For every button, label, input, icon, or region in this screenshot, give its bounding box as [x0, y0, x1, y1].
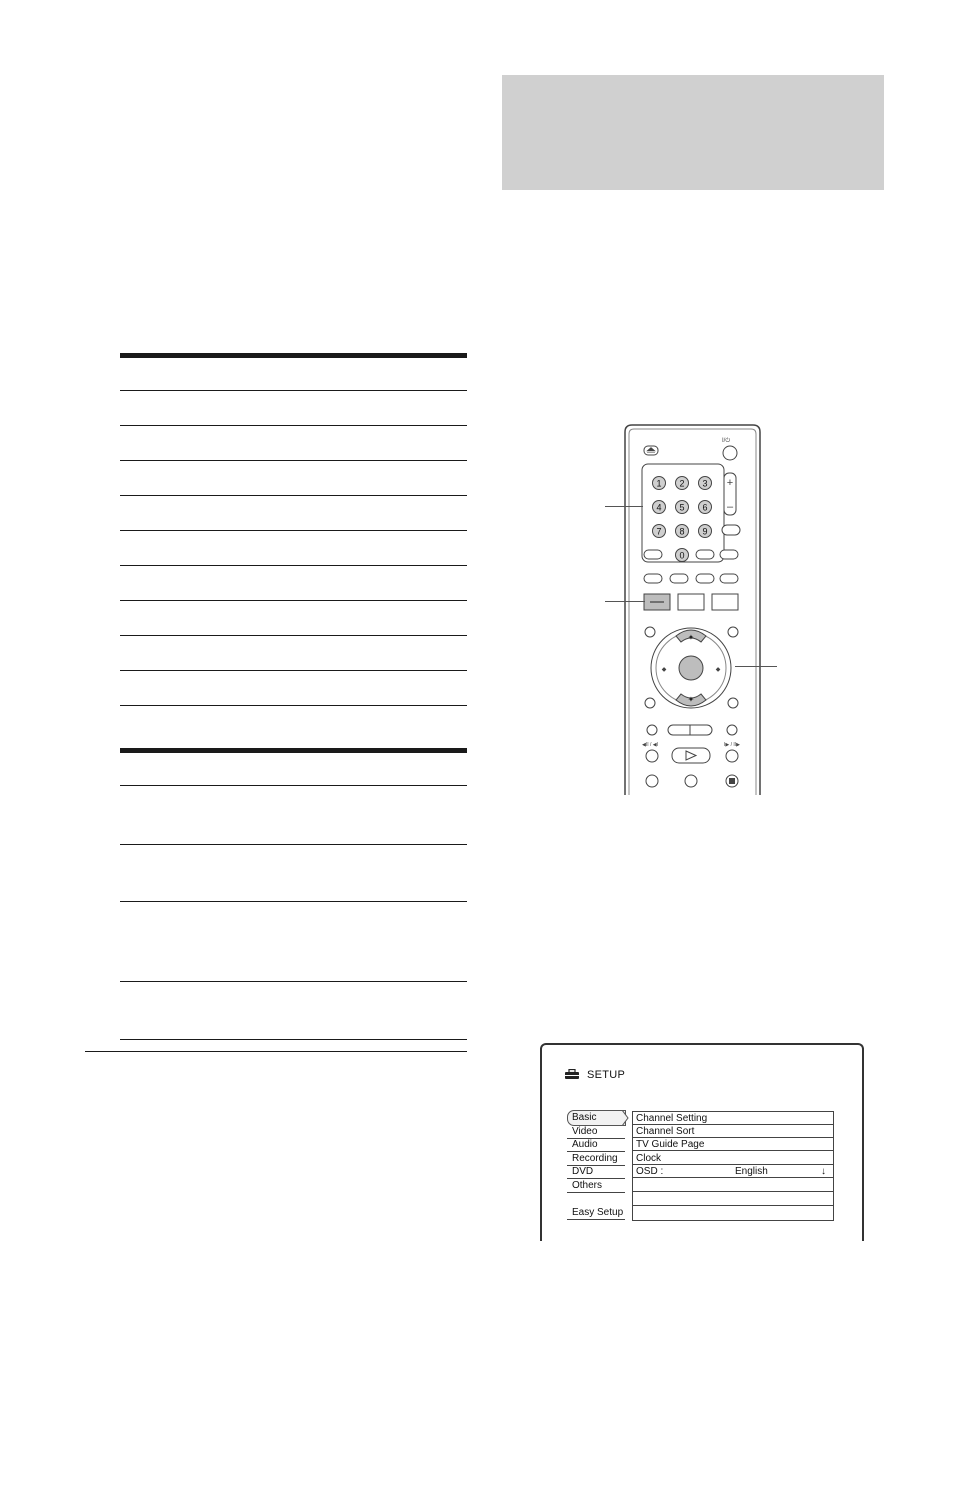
table-rule	[120, 635, 467, 636]
table-top-rule	[120, 748, 467, 753]
table-rule	[120, 600, 467, 601]
svg-text:✦: ✦	[687, 633, 695, 642]
option-label: OSD :	[636, 1166, 664, 1177]
table-rule	[120, 901, 467, 902]
menu-separator	[567, 1151, 625, 1152]
option-row-tv-guide-page[interactable]	[633, 1138, 833, 1151]
option-row-clock[interactable]	[633, 1152, 833, 1165]
option-row-osd[interactable]	[633, 1165, 833, 1178]
option-row-empty	[633, 1193, 833, 1206]
table-top-rule	[120, 353, 467, 358]
table-rule	[120, 705, 467, 706]
menu-item-dvd[interactable]: DVD	[572, 1166, 594, 1177]
option-label: Clock	[636, 1153, 662, 1164]
option-row-empty	[633, 1179, 833, 1192]
table-rule	[120, 670, 467, 671]
key-1: 1	[656, 478, 662, 489]
menu-pointer-icon	[622, 1110, 630, 1126]
option-label: TV Guide Page	[636, 1139, 705, 1150]
menu-separator	[567, 1165, 625, 1166]
key-0: 0	[679, 550, 685, 561]
leader-line	[735, 666, 777, 667]
svg-text:I/⏻: I/⏻	[722, 438, 731, 444]
setup-toolbox-icon	[564, 1069, 580, 1080]
svg-text:I▶ / II▶: I▶ / II▶	[724, 742, 741, 748]
down-arrow-icon: ↓	[821, 1166, 826, 1177]
menu-item-basic[interactable]: Basic	[572, 1112, 597, 1123]
key-6: 6	[702, 502, 708, 513]
options-panel	[632, 1111, 834, 1221]
section-header-band	[502, 75, 884, 190]
key-7: 7	[656, 526, 662, 537]
table-rule	[120, 785, 467, 786]
svg-text:–: –	[726, 501, 734, 513]
table-rule	[120, 495, 467, 496]
menu-item-others[interactable]: Others	[572, 1180, 603, 1191]
key-9: 9	[702, 526, 708, 537]
remote-control-illustration	[620, 420, 765, 795]
menu-separator	[567, 1138, 625, 1139]
key-8: 8	[679, 526, 685, 537]
svg-text:+: +	[726, 477, 734, 489]
svg-text:◆: ◆	[715, 667, 721, 673]
option-label: Channel Sort	[636, 1126, 695, 1137]
key-5: 5	[679, 502, 685, 513]
menu-separator	[567, 1219, 625, 1220]
footnote-rule	[85, 1051, 467, 1052]
menu-separator	[567, 1192, 625, 1193]
eject-icon	[644, 446, 658, 455]
leader-line	[605, 601, 645, 602]
table-rule	[120, 390, 467, 391]
table-rule	[120, 1039, 467, 1040]
key-2: 2	[679, 478, 685, 489]
menu-item-recording[interactable]: Recording	[572, 1153, 618, 1164]
menu-separator	[567, 1178, 625, 1179]
option-row-channel-setting[interactable]	[633, 1112, 833, 1125]
setup-title: SETUP	[587, 1069, 626, 1081]
table-rule	[120, 981, 467, 982]
svg-text:◀II / ◀I: ◀II / ◀I	[642, 742, 659, 748]
table-rule	[120, 460, 467, 461]
table-rule	[120, 565, 467, 566]
osd-value: English	[735, 1166, 768, 1177]
enter-button	[679, 656, 703, 680]
svg-text:◆: ◆	[661, 667, 667, 673]
key-4: 4	[656, 502, 662, 513]
menu-item-easy-setup[interactable]: Easy Setup	[572, 1207, 624, 1218]
option-row-channel-sort[interactable]	[633, 1125, 833, 1138]
table-rule	[120, 530, 467, 531]
table-rule	[120, 425, 467, 426]
svg-text:✦: ✦	[687, 695, 695, 704]
option-label: Channel Setting	[636, 1113, 708, 1124]
menu-item-audio[interactable]: Audio	[572, 1139, 598, 1150]
table-rule	[120, 844, 467, 845]
leader-line	[605, 506, 643, 507]
option-row-empty	[633, 1206, 833, 1219]
menu-item-video[interactable]: Video	[572, 1126, 598, 1137]
key-3: 3	[702, 478, 708, 489]
